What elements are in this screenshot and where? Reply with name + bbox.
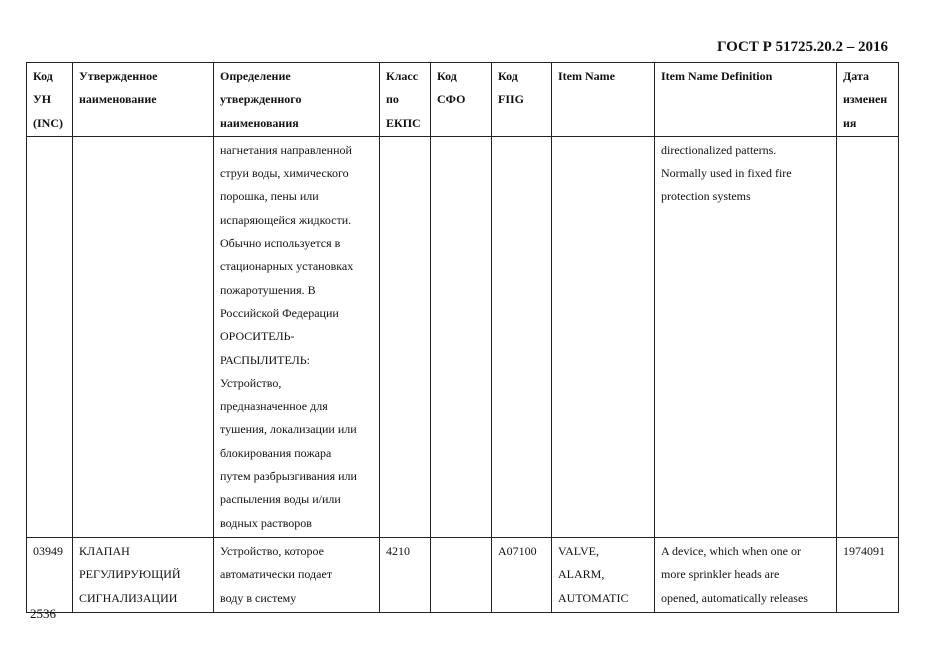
col-header-sfo-code: Код СФО bbox=[431, 63, 492, 137]
col-header-ekps-class: Класс по ЕКПС bbox=[380, 63, 431, 137]
col-header-name-definition-ru: Определение утвержденного наименования bbox=[214, 63, 380, 137]
cell-fiig-code bbox=[492, 136, 552, 537]
cell-sfo-code bbox=[431, 136, 492, 537]
col-header-item-name-definition: Item Name Definition bbox=[655, 63, 837, 137]
cell-change-date: 1974091 bbox=[837, 537, 899, 612]
col-header-fiig-code: Код FIIG bbox=[492, 63, 552, 137]
col-header-change-date: Дата изменен ия bbox=[837, 63, 899, 137]
cell-item-name-definition: directionalized patterns. Normally used in fixed fire protection systems bbox=[655, 136, 837, 537]
cell-sfo-code bbox=[431, 537, 492, 612]
table-header-row bbox=[27, 63, 899, 137]
cell-item-name: VALVE, ALARM, AUTOMATIC bbox=[552, 537, 655, 612]
cell-ekps-class bbox=[380, 136, 431, 537]
cell-change-date bbox=[837, 136, 899, 537]
cell-approved-name bbox=[73, 136, 214, 537]
cell-ekps-class: 4210 bbox=[380, 537, 431, 612]
cell-inc-code: 03949 bbox=[27, 537, 73, 612]
cell-item-name bbox=[552, 136, 655, 537]
cell-approved-name: КЛАПАН РЕГУЛИРУЮЩИЙ СИГНАЛИЗАЦИИ bbox=[73, 537, 214, 612]
specification-table bbox=[26, 62, 899, 613]
standard-code: ГОСТ Р 51725.20.2 – 2016 bbox=[716, 39, 888, 55]
page-number: 2536 bbox=[30, 606, 56, 621]
cell-name-definition-ru: Устройство, которое автоматически подает воду в систему bbox=[214, 537, 380, 612]
table-row bbox=[27, 537, 899, 612]
cell-name-definition-ru: нагнетания направленной струи воды, химического порошка, пены или испаряющейся жидкости. Обычно используется в стационарных установках пожаротушения. В Российской Федерации ОРОСИТЕЛЬ- РАСПЫЛИТЕЛЬ: Устройство, предназначенное для тушения, локализации или блокирования пожара путем разбрызгивания или распыления воды и/или водных растворов bbox=[214, 136, 380, 537]
col-header-inc-code: Код УН (INC) bbox=[27, 63, 73, 137]
cell-fiig-code: A07100 bbox=[492, 537, 552, 612]
col-header-item-name: Item Name bbox=[552, 63, 655, 137]
cell-item-name-definition: A device, which when one or more sprinkler heads are opened, automatically releases bbox=[655, 537, 837, 612]
cell-inc-code bbox=[27, 136, 73, 537]
col-header-approved-name: Утвержденное наименование bbox=[73, 63, 214, 137]
table-row bbox=[27, 136, 899, 537]
